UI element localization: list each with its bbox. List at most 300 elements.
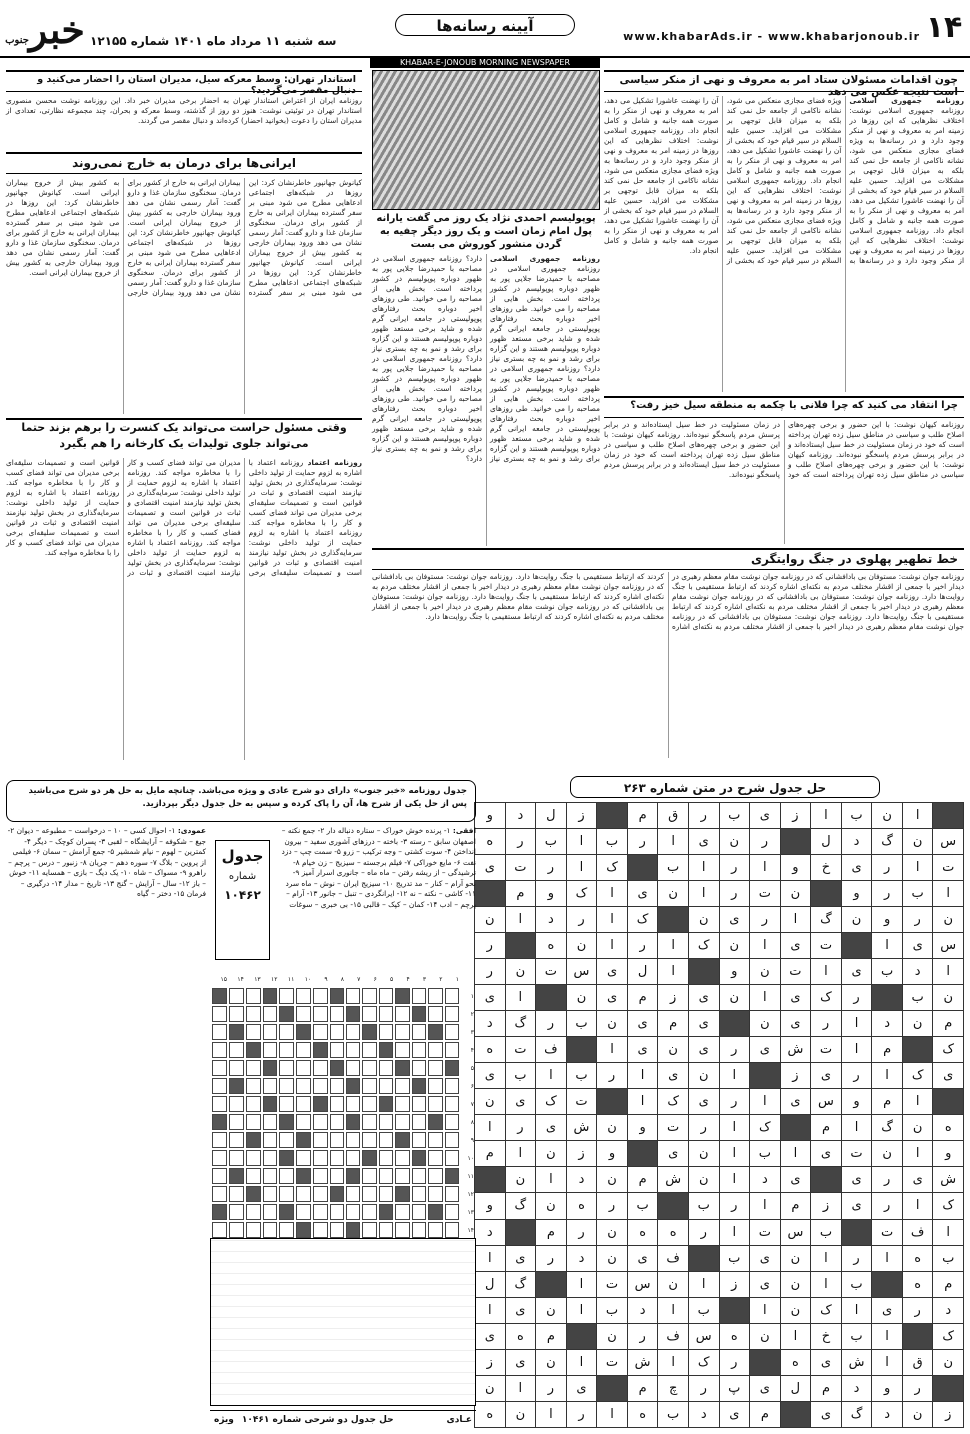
cw-cell[interactable]: [445, 1060, 459, 1076]
solution-cell: ت: [750, 1219, 781, 1245]
solution-cell: و: [536, 881, 567, 907]
crossword-area: [210, 970, 476, 1234]
cw-cell[interactable]: [412, 988, 426, 1004]
cw-cell[interactable]: [313, 1222, 327, 1238]
solution-cell: ه: [566, 1193, 597, 1219]
cw-cell[interactable]: [346, 1186, 360, 1202]
cw-cell[interactable]: [229, 988, 244, 1004]
cw-cell[interactable]: [212, 1078, 227, 1094]
cw-cell[interactable]: [212, 1150, 227, 1166]
cw-cell[interactable]: [263, 1186, 278, 1202]
cw-cell[interactable]: [428, 1078, 442, 1094]
cw-cell[interactable]: [246, 1024, 261, 1040]
cw-cell[interactable]: [279, 988, 294, 1004]
cw-row: [212, 1042, 474, 1058]
cw-cell[interactable]: [313, 1096, 327, 1112]
solution-cell: ن: [658, 1271, 689, 1297]
cw-cell[interactable]: [395, 1060, 409, 1076]
cw-cell[interactable]: [395, 988, 409, 1004]
solution-cell: م: [627, 985, 658, 1011]
cw-cell[interactable]: [346, 1150, 360, 1166]
cw-cell[interactable]: [313, 1042, 327, 1058]
article-text-4: کیانوش جهانپور خاطرنشان کرد: این روزها در شبکه‌های اجتماعی ادعاهایی مطرح می شود مبنی بر سفر گسترده بیماران ایرانی به خارج از کشور برای درمان. سخنگوی سازمان غذا و دارو گفت: آمار رسمی نشان می دهد ورود بیماران خارجی به کشور بیش از خروج بیماران ایرانی است.: [248, 178, 362, 267]
cw-cell[interactable]: [412, 1042, 426, 1058]
page-header: [0, 0, 970, 58]
cw-cell[interactable]: [362, 1060, 376, 1076]
cw-cell[interactable]: [212, 1114, 227, 1130]
cw-cell[interactable]: [229, 1186, 244, 1202]
cw-cell[interactable]: [279, 1096, 294, 1112]
cw-cell[interactable]: [346, 1204, 360, 1220]
cw-cell[interactable]: [445, 1186, 459, 1202]
article-title-4: ایرانی‌ها برای درمان به خارج نمی‌روند: [6, 152, 362, 174]
cw-cell[interactable]: [346, 1060, 360, 1076]
solution-cell: ا: [750, 855, 781, 881]
solution-cell: ی: [811, 1063, 842, 1089]
cw-cell[interactable]: [330, 1060, 344, 1076]
cw-cell[interactable]: [428, 1060, 442, 1076]
cw-cell[interactable]: [212, 1186, 227, 1202]
cw-cell[interactable]: [395, 1096, 409, 1112]
cw-cell[interactable]: [246, 1042, 261, 1058]
cw-cell[interactable]: [313, 988, 327, 1004]
solution-cell: د: [933, 1297, 964, 1323]
article-text-5b: روزنامه کیهان نوشت: با این حضور و برخی چهره‌های اصلاح طلب و سیاسی در مناطق سیل زده تهران پرداخته است که خود در زمان مسئولیت در خط سیل ایستاده‌اند و در برابر پرسش مردم پاسخگو نبوده‌اند.: [604, 420, 964, 479]
cw-cell[interactable]: [379, 1060, 393, 1076]
solution-cell: [505, 1219, 536, 1245]
cw-cell[interactable]: [246, 1060, 261, 1076]
article-text-3c: روزنامه جمهوری اسلامی در مصاحبه با حمیدرضا جلایی پور به ظهور دوباره پوپولیسم در کشور پرداخته است. بخش هایی از مصاحبه را می خوانید. طی روزهای اخیر دوباره بحث رفتارهای پوپولیستی در جامعه ایرانی گرم شده و شاید برخی مستعد ظهور دوباره پوپولیسم هستند و این گزاره برای رشد و نمو به چه بستری نیاز دارد؟: [372, 254, 482, 363]
cw-cell[interactable]: [296, 1132, 311, 1148]
cw-cell[interactable]: [263, 1024, 278, 1040]
cw-cell[interactable]: [395, 1204, 409, 1220]
cw-cell[interactable]: [279, 1168, 294, 1184]
cw-cell[interactable]: [246, 988, 261, 1004]
cw-cell[interactable]: [445, 1078, 459, 1094]
solution-cell: ی: [780, 985, 811, 1011]
cw-cell[interactable]: [330, 1006, 344, 1022]
solution-cell: ن: [597, 1011, 628, 1037]
cw-cell[interactable]: [445, 1096, 459, 1112]
cw-cell[interactable]: [296, 1060, 311, 1076]
cw-cell[interactable]: [313, 1186, 327, 1202]
cw-cell[interactable]: [379, 1168, 393, 1184]
cw-cell[interactable]: [379, 1024, 393, 1040]
cw-cell[interactable]: [229, 1042, 244, 1058]
cw-cell[interactable]: [296, 1042, 311, 1058]
cw-cell[interactable]: [296, 1186, 311, 1202]
cw-cell[interactable]: [263, 988, 278, 1004]
cw-cell[interactable]: [428, 1150, 442, 1166]
cw-cell[interactable]: [346, 1078, 360, 1094]
cw-cell[interactable]: [212, 1096, 227, 1112]
cw-cell[interactable]: [263, 1132, 278, 1148]
cw-cell[interactable]: [428, 1114, 442, 1130]
cw-cell[interactable]: [395, 1042, 409, 1058]
cw-cell[interactable]: [379, 1132, 393, 1148]
cw-cell[interactable]: [313, 1024, 327, 1040]
solution-row: [475, 1193, 964, 1219]
cw-cell[interactable]: [229, 1060, 244, 1076]
cw-cell[interactable]: [279, 1060, 294, 1076]
cw-cell[interactable]: [330, 1204, 344, 1220]
cw-cell[interactable]: [212, 1168, 227, 1184]
cw-cell[interactable]: [330, 1186, 344, 1202]
solution-cell: ا: [750, 1297, 781, 1323]
cw-cell[interactable]: [445, 1168, 459, 1184]
cw-cell[interactable]: [313, 1114, 327, 1130]
solution-row: [475, 959, 964, 985]
cw-cell[interactable]: [212, 1060, 227, 1076]
solution-cell: ر: [566, 1401, 597, 1427]
cw-cell[interactable]: [279, 1204, 294, 1220]
cw-cell[interactable]: [330, 1168, 344, 1184]
cw-cell[interactable]: [428, 1096, 442, 1112]
cw-cell[interactable]: [395, 1168, 409, 1184]
solution-cell: ی: [872, 1297, 903, 1323]
cw-cell[interactable]: [412, 1222, 426, 1238]
cw-cell[interactable]: [296, 1150, 311, 1166]
cw-cell[interactable]: [212, 1222, 227, 1238]
cw-cell[interactable]: [229, 1222, 244, 1238]
article-body-3: [372, 254, 600, 546]
cw-cell[interactable]: [263, 1168, 278, 1184]
solution-cell: ب: [597, 829, 628, 855]
cw-cell[interactable]: [212, 988, 227, 1004]
cw-cell[interactable]: [379, 1204, 393, 1220]
cw-cell[interactable]: [379, 1006, 393, 1022]
solution-cell: ا: [780, 1141, 811, 1167]
cw-cell[interactable]: [279, 1150, 294, 1166]
cw-cell[interactable]: [263, 1006, 278, 1022]
puzzle-instructions: جدول روزنامه «خبر جنوب» دارای دو شرح عادی و ویژه می‌باشد. چنانچه مایل به حل هر دو شرح می‌باشید پس از حل یکی از شرح ها، آن را پاک کرده و سپس به حل جدول دیگر بپردازید.: [6, 780, 476, 822]
solution-cell: ر: [536, 1375, 567, 1401]
cw-cell[interactable]: [296, 1006, 311, 1022]
solution-cell: ن: [566, 985, 597, 1011]
solution-cell: ا: [841, 1115, 872, 1141]
solution-row: [475, 1089, 964, 1115]
cw-cell[interactable]: [330, 1096, 344, 1112]
cw-cell[interactable]: [395, 1222, 409, 1238]
cw-cell[interactable]: [279, 1114, 294, 1130]
cw-cell[interactable]: [330, 1042, 344, 1058]
cw-cell[interactable]: [395, 1078, 409, 1094]
solution-cell: ت: [505, 1037, 536, 1063]
solution-cell: ب: [566, 1011, 597, 1037]
solution-cell: ی: [780, 1167, 811, 1193]
solution-cell: ن: [597, 1115, 628, 1141]
cw-cell[interactable]: [296, 1168, 311, 1184]
cw-cell[interactable]: [428, 1168, 442, 1184]
solution-row: [475, 1063, 964, 1089]
cw-cell[interactable]: [229, 1150, 244, 1166]
cw-cell[interactable]: [445, 1114, 459, 1130]
cw-cell[interactable]: [412, 1186, 426, 1202]
cw-cell[interactable]: [428, 1132, 442, 1148]
cw-cell[interactable]: [379, 1222, 393, 1238]
cw-cell[interactable]: [263, 1204, 278, 1220]
page-number: ۱۴: [925, 10, 963, 45]
cw-cell[interactable]: [296, 1024, 311, 1040]
cw-cell[interactable]: [296, 1078, 311, 1094]
site-urls[interactable]: www.khabarAds.ir - www.khabarjonoub.ir: [623, 30, 920, 43]
cw-cell[interactable]: [362, 1150, 376, 1166]
solution-row: [475, 933, 964, 959]
solution-cell: د: [688, 1401, 719, 1427]
cw-cell[interactable]: [229, 1096, 244, 1112]
cw-row: [212, 1096, 474, 1112]
article-text-6: روزنامه جوان نوشت: مستوفان بی بادافشانی که در روزنامه جوان نوشت مقام معظم رهبری در دیدار اخیر با جمعی از اقشار مختلف مردم به نکته‌ای اشاره کردند که ارتباط مستقیمی با جنگ روایت‌ها دارد.: [672, 572, 964, 601]
solution-cell: ن: [780, 1297, 811, 1323]
cw-row-number: ۱: [470, 992, 474, 1000]
cw-cell[interactable]: [212, 1042, 227, 1058]
cw-cell[interactable]: [246, 1096, 261, 1112]
cw-cell[interactable]: [412, 1150, 426, 1166]
cw-cell[interactable]: [246, 1168, 261, 1184]
cw-cell[interactable]: [346, 988, 360, 1004]
cw-cell[interactable]: [296, 1114, 311, 1130]
solution-cell: ا: [597, 907, 628, 933]
cw-cell[interactable]: [428, 1042, 442, 1058]
cw-cell[interactable]: [313, 1006, 327, 1022]
solution-cell: ه: [627, 1401, 658, 1427]
solution-cell: و: [933, 1141, 964, 1167]
cw-cell[interactable]: [379, 988, 393, 1004]
cw-cell[interactable]: [263, 1150, 278, 1166]
cw-cell[interactable]: [362, 1186, 376, 1202]
cw-cell[interactable]: [212, 1132, 227, 1148]
cw-cell[interactable]: [428, 1006, 442, 1022]
cw-cell[interactable]: [229, 1114, 244, 1130]
solution-cell: و: [475, 803, 506, 829]
cw-cell[interactable]: [313, 1132, 327, 1148]
cw-cell[interactable]: [445, 1024, 459, 1040]
cw-cell[interactable]: [279, 1024, 294, 1040]
cw-cell[interactable]: [313, 1150, 327, 1166]
cw-cell[interactable]: [263, 1060, 278, 1076]
cw-cell[interactable]: [428, 1204, 442, 1220]
solution-cell: ق: [902, 1349, 933, 1375]
cw-cell[interactable]: [362, 1042, 376, 1058]
cw-cell[interactable]: [362, 1006, 376, 1022]
cw-row: [212, 1132, 474, 1148]
cw-cell[interactable]: [263, 1096, 278, 1112]
cw-cell[interactable]: [395, 1006, 409, 1022]
cw-cell[interactable]: [330, 1132, 344, 1148]
cw-cell[interactable]: [246, 1186, 261, 1202]
solution-cell: ر: [902, 1375, 933, 1401]
cw-cell[interactable]: [412, 1114, 426, 1130]
cw-cell[interactable]: [362, 1096, 376, 1112]
cw-cell[interactable]: [246, 1078, 261, 1094]
cw-cell[interactable]: [395, 1150, 409, 1166]
cw-cell[interactable]: [346, 1222, 360, 1238]
solution-cell: ر: [688, 1219, 719, 1245]
cw-cell[interactable]: [412, 1006, 426, 1022]
cw-cell[interactable]: [412, 1204, 426, 1220]
cw-cell[interactable]: [412, 1060, 426, 1076]
cw-cell[interactable]: [263, 1078, 278, 1094]
cw-cell[interactable]: [428, 1222, 442, 1238]
solution-cell: ن: [505, 959, 536, 985]
cw-cell[interactable]: [412, 1096, 426, 1112]
cw-cell[interactable]: [362, 1114, 376, 1130]
solution-cell: م: [536, 1219, 567, 1245]
cw-cell[interactable]: [395, 1132, 409, 1148]
cw-cell[interactable]: [445, 1222, 459, 1238]
cw-cell[interactable]: [412, 1132, 426, 1148]
cw-cell[interactable]: [279, 1006, 294, 1022]
cw-cell[interactable]: [395, 1024, 409, 1040]
cw-cell[interactable]: [412, 1168, 426, 1184]
cw-cell[interactable]: [229, 1006, 244, 1022]
cw-cell[interactable]: [379, 1186, 393, 1202]
cw-cell[interactable]: [346, 1096, 360, 1112]
cw-row: [212, 1204, 474, 1220]
cw-cell[interactable]: [362, 1078, 376, 1094]
cw-cell[interactable]: [313, 1168, 327, 1184]
solution-cell: ز: [475, 1349, 506, 1375]
solution-cell: ک: [658, 1089, 689, 1115]
cw-cell[interactable]: [229, 1204, 244, 1220]
cw-cell[interactable]: [362, 1024, 376, 1040]
cw-cell[interactable]: [428, 1186, 442, 1202]
cw-cell[interactable]: [395, 1114, 409, 1130]
cw-cell[interactable]: [279, 1222, 294, 1238]
solution-cell: ا: [811, 959, 842, 985]
cw-cell[interactable]: [362, 1132, 376, 1148]
cw-cell[interactable]: [330, 988, 344, 1004]
cw-cell[interactable]: [246, 1150, 261, 1166]
solution-cell: ن: [750, 1011, 781, 1037]
cw-cell[interactable]: [362, 1222, 376, 1238]
cw-cell[interactable]: [263, 1114, 278, 1130]
cw-cell[interactable]: [379, 1078, 393, 1094]
cw-row: [212, 1186, 474, 1202]
newspaper-logo: [4, 6, 86, 54]
cw-cell[interactable]: [229, 1132, 244, 1148]
solution-cell: ی: [750, 1037, 781, 1063]
solution-cell: [780, 1401, 811, 1427]
solution-cell: ی: [505, 1349, 536, 1375]
solution-cell: ن: [841, 907, 872, 933]
solution-row: [475, 1323, 964, 1349]
cw-cell[interactable]: [229, 1168, 244, 1184]
cw-cell[interactable]: [445, 988, 459, 1004]
cw-cell[interactable]: [313, 1204, 327, 1220]
cw-cell[interactable]: [445, 1204, 459, 1220]
cw-cell[interactable]: [313, 1078, 327, 1094]
cw-cell[interactable]: [313, 1060, 327, 1076]
cw-cell[interactable]: [296, 1096, 311, 1112]
cw-cell[interactable]: [346, 1006, 360, 1022]
cw-cell[interactable]: [445, 1042, 459, 1058]
cw-cell[interactable]: [412, 1078, 426, 1094]
solution-cell: [811, 881, 842, 907]
cw-cell[interactable]: [279, 1078, 294, 1094]
article-text-7c: روزنامه اعتماد با اشاره به لزوم حمایت از تولید داخلی نوشت: سرمایه‌گذاری در بخش تولید نیازمند امنیت اقتصادی و ثبات در قوانین است و تصمیمات سلیقه‌ای برخی مدیران می تواند فضای کسب و کار را با مخاطره مواجه کند.: [127, 468, 241, 547]
cw-cell[interactable]: [330, 1024, 344, 1040]
solution-cell: ت: [750, 881, 781, 907]
cw-cell[interactable]: [445, 1132, 459, 1148]
cw-cell[interactable]: [362, 1204, 376, 1220]
solution-cell: ا: [566, 1349, 597, 1375]
cw-cell[interactable]: [346, 1132, 360, 1148]
cw-cell[interactable]: [279, 1186, 294, 1202]
cw-row: [212, 1114, 474, 1130]
solution-cell: م: [627, 803, 658, 829]
cw-cell[interactable]: [346, 1168, 360, 1184]
cw-cell[interactable]: [229, 1078, 244, 1094]
solution-cell: ب: [750, 1141, 781, 1167]
cw-cell[interactable]: [379, 1150, 393, 1166]
cw-cell[interactable]: [346, 1042, 360, 1058]
solution-title: حل جدول شرح در متن شماره ۲۶۳: [570, 776, 880, 798]
cw-cell[interactable]: [445, 1150, 459, 1166]
cw-cell[interactable]: [263, 1222, 278, 1238]
solution-cell: ک: [933, 1323, 964, 1349]
cw-cell[interactable]: [229, 1024, 244, 1040]
cw-cell[interactable]: [212, 1024, 227, 1040]
solution-cell: ب: [597, 1297, 628, 1323]
cw-cell[interactable]: [330, 1114, 344, 1130]
cw-cell[interactable]: [428, 1024, 442, 1040]
solution-cell: ر: [719, 1089, 750, 1115]
cw-cell[interactable]: [279, 1132, 294, 1148]
cw-cell[interactable]: [379, 1096, 393, 1112]
article-text-6e: روزنامه جوان نوشت: مستوفان بی بادافشانی که در روزنامه جوان نوشت مقام معظم رهبری در دیدار اخیر با جمعی از اقشار مختلف مردم به نکته‌ای اشاره کردند که ارتباط مستقیمی با جنگ روایت‌ها دارد.: [372, 592, 664, 621]
cw-cell[interactable]: [246, 1114, 261, 1130]
cw-cell[interactable]: [212, 1006, 227, 1022]
solution-row: [475, 1349, 964, 1375]
solution-cell: ب: [719, 1245, 750, 1271]
cw-cell[interactable]: [330, 1222, 344, 1238]
cw-cell[interactable]: [296, 988, 311, 1004]
cw-cell[interactable]: [279, 1042, 294, 1058]
solution-cell: ی: [780, 1011, 811, 1037]
cw-cell[interactable]: [246, 1132, 261, 1148]
cw-cell[interactable]: [362, 988, 376, 1004]
cw-cell[interactable]: [379, 1042, 393, 1058]
cw-cell[interactable]: [330, 1150, 344, 1166]
cw-cell[interactable]: [330, 1078, 344, 1094]
cw-cell[interactable]: [346, 1114, 360, 1130]
solution-cell: ی: [841, 1193, 872, 1219]
article-text-4d: کیانوش جهانپور خاطرنشان کرد: این روزها در شبکه‌های اجتماعی ادعاهایی مطرح می شود مبنی بر سفر گسترده بیماران ایرانی به خارج از کشور برای درمان. سخنگوی سازمان غذا و دارو گفت: آمار رسمی نشان می دهد ورود بیماران خارجی به کشور بیش از خروج بیماران ایرانی است.: [6, 188, 120, 277]
cw-cell[interactable]: [362, 1168, 376, 1184]
cw-cell[interactable]: [246, 1006, 261, 1022]
cw-cell[interactable]: [412, 1024, 426, 1040]
solution-row: [475, 1011, 964, 1037]
cw-cell[interactable]: [296, 1204, 311, 1220]
cw-cell[interactable]: [246, 1222, 261, 1238]
cw-cell[interactable]: [212, 1204, 227, 1220]
cw-cell[interactable]: [296, 1222, 311, 1238]
solution-cell: ا: [475, 1115, 506, 1141]
solution-cell: ر: [505, 1115, 536, 1141]
solution-cell: ف: [658, 1323, 689, 1349]
solution-row: [475, 1245, 964, 1271]
cw-cell[interactable]: [428, 988, 442, 1004]
cw-cell[interactable]: [246, 1204, 261, 1220]
cw-cell[interactable]: [379, 1114, 393, 1130]
cw-cell[interactable]: [445, 1006, 459, 1022]
cw-cell[interactable]: [346, 1024, 360, 1040]
cw-cell[interactable]: [395, 1186, 409, 1202]
solution-cell: ن: [780, 1245, 811, 1271]
cw-cell[interactable]: [263, 1042, 278, 1058]
solution-cell: خ: [811, 855, 842, 881]
